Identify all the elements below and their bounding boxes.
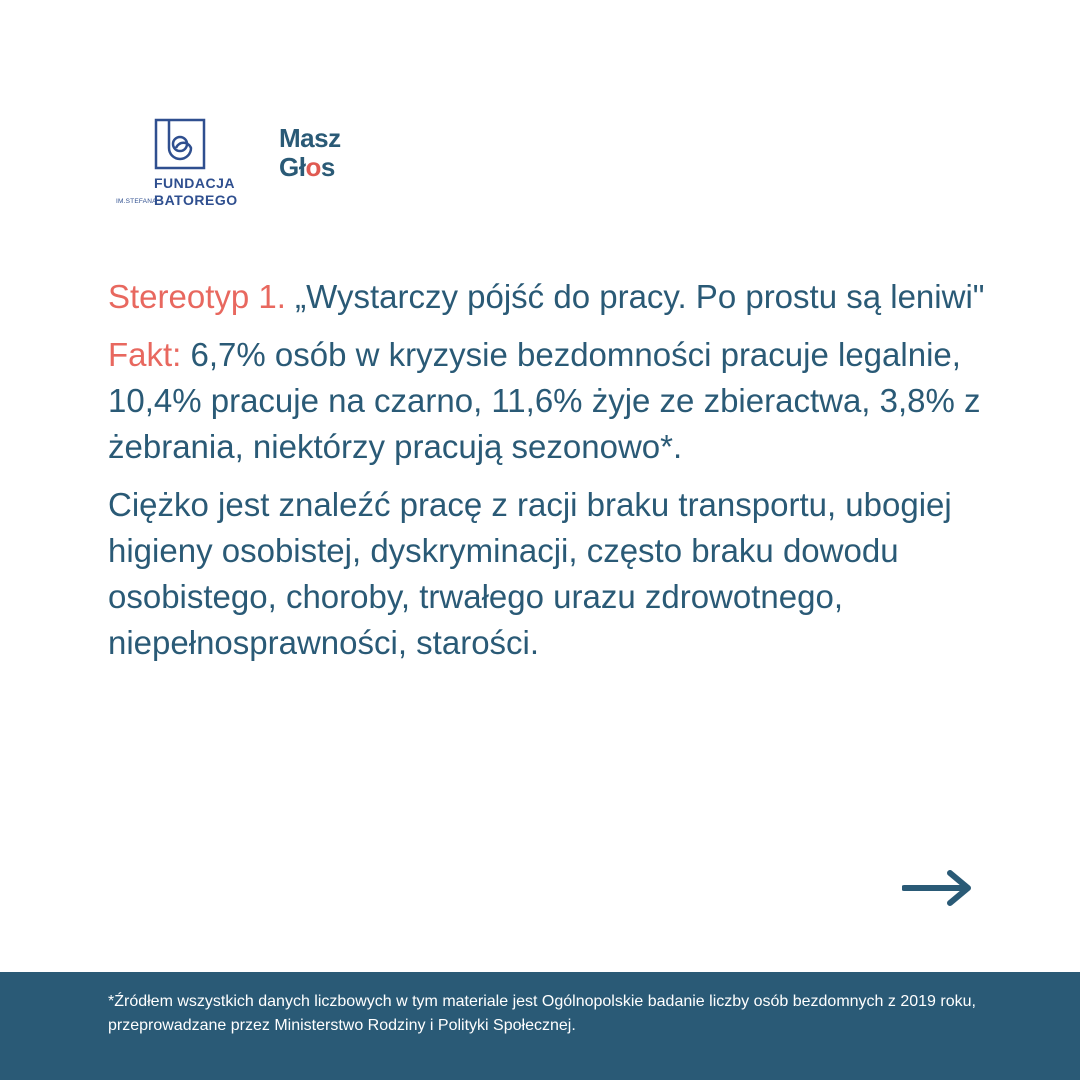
fundacja-line1: FUNDACJA <box>154 175 235 191</box>
main-content <box>108 274 1008 678</box>
masz-glos-part-b: s <box>320 152 335 182</box>
source-note: *Źródłem wszystkich danych liczbowych w tym materiale jest Ogólnopolskie badanie liczby osób bezdomnych z 2019 roku, przeprowadzane przez Ministerstwo Rodziny i Polityki Społecznej. <box>108 993 976 1034</box>
fundacja-batorego-logo <box>112 118 242 210</box>
masz-glos-line1: Masz <box>279 123 341 153</box>
masz-glos-part-a: Gł <box>279 152 306 182</box>
footer-banner <box>0 972 1080 1080</box>
explanation-paragraph: Ciężko jest znaleźć pracę z racji braku transportu, ubogiej higieny osobistej, dyskryminacji, często braku dowodu osobistego, choroby, trwałego urazu zdrowotnego, niepełnosprawności, starości. <box>108 486 952 661</box>
stereotype-paragraph <box>108 274 1008 320</box>
stereotype-quote: „Wystarczy pójść do pracy. Po prostu są leniwi" <box>285 278 985 315</box>
masz-glos-line2 <box>279 153 341 182</box>
stereotype-label: Stereotyp 1. <box>108 278 286 315</box>
fact-paragraph <box>108 332 1008 470</box>
fact-label: Fakt: <box>108 336 182 373</box>
masz-glos-logo <box>279 124 341 182</box>
fundacja-emblem-icon <box>154 118 206 170</box>
fact-text: 6,7% osób w kryzysie bezdomności pracuje legalnie, 10,4% pracuje na czarno, 11,6% żyje ze zbieractwa, 3,8% z żebrania, niektórzy pracują sezonowo*. <box>108 336 981 465</box>
arrow-right-icon[interactable] <box>902 868 974 908</box>
fundacja-prefix: IM.STEFANA <box>116 198 157 205</box>
masz-glos-speech-o: o <box>305 152 321 182</box>
fundacja-line2: BATOREGO <box>154 192 238 208</box>
